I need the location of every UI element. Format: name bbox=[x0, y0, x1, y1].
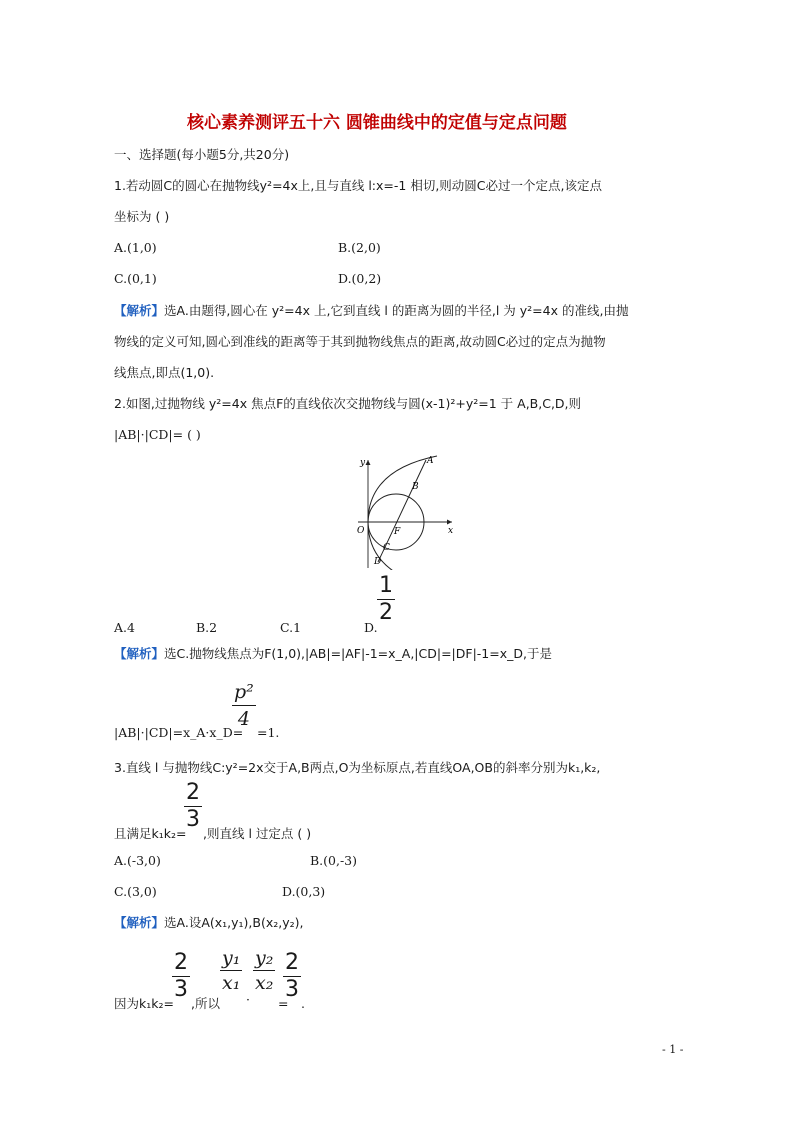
fraction-denominator: 3 bbox=[186, 807, 200, 832]
y-axis-arrow bbox=[366, 460, 371, 465]
q3-stem-line1: 3.直线 l 与抛物线C:y²=2x交于A,B两点,O为坐标原点,若直线OA,OB的斜率分别为k₁,k₂, bbox=[114, 760, 601, 775]
label-c: C bbox=[383, 543, 390, 553]
fraction-denominator: x₁ bbox=[222, 972, 241, 994]
label-a: A bbox=[427, 456, 434, 466]
fraction-denominator: x₂ bbox=[255, 972, 274, 994]
fraction-denominator: 2 bbox=[379, 600, 393, 625]
q1-option-d: D.(0,2) bbox=[338, 271, 382, 286]
q1-option-b: B.(2,0) bbox=[338, 240, 381, 255]
solution-tag: 【解析】 bbox=[114, 915, 165, 930]
q3-solution-mid: ,所以 bbox=[191, 996, 220, 1011]
q3-stem-line2-pre: 且满足k₁k₂= bbox=[114, 826, 187, 841]
q3-solution-fraction-1 bbox=[172, 950, 190, 1003]
q2-option-c: C.1 bbox=[280, 620, 302, 635]
q1-stem-line2: 坐标为 ( ) bbox=[114, 209, 170, 224]
fraction-denominator: 3 bbox=[285, 977, 299, 1002]
q3-option-d: D.(0,3) bbox=[282, 884, 326, 899]
q1-option-a: A.(1,0) bbox=[114, 240, 157, 255]
q3-option-a: A.(-3,0) bbox=[114, 853, 161, 868]
q1-solution-text1: 选A.由题得,圆心在 y²=4x 上,它到直线 l 的距离为圆的半径,l 为 y²=4x 的准线,由抛 bbox=[164, 303, 629, 318]
q1-solution-line3: 线焦点,即点(1,0). bbox=[114, 365, 215, 380]
page-title: 核心素养测评五十六 圆锥曲线中的定值与定点问题 bbox=[187, 113, 567, 133]
label-d: D bbox=[374, 557, 382, 567]
label-f: F bbox=[394, 527, 401, 537]
q2-option-d: D. bbox=[364, 620, 378, 635]
q3-solution-eq: = bbox=[278, 996, 289, 1011]
q1-solution-line1 bbox=[114, 303, 628, 319]
q2-solution-line2-pre: |AB|·|CD|=x_A·x_D= bbox=[114, 725, 244, 740]
fraction-denominator: 3 bbox=[174, 977, 188, 1002]
fraction-numerator: 2 bbox=[285, 950, 299, 975]
fraction-numerator: 1 bbox=[379, 573, 393, 598]
x-axis-arrow bbox=[447, 520, 452, 525]
label-o: O bbox=[357, 526, 365, 536]
fraction-numerator: 2 bbox=[186, 780, 200, 805]
parabola-circle-figure bbox=[340, 450, 465, 570]
fraction-numerator: y₁ bbox=[222, 947, 241, 969]
q2-stem-line1: 2.如图,过抛物线 y²=4x 焦点F的直线依次交抛物线与圆(x-1)²+y²=1 于 A,B,C,D,则 bbox=[114, 396, 582, 411]
q3-solution-line2-pre: 因为k₁k₂= bbox=[114, 996, 174, 1011]
q3-solution-fraction-2 bbox=[220, 946, 242, 995]
q3-stem-line2-post: ,则直线 l 过定点 ( ) bbox=[203, 826, 312, 841]
label-x: x bbox=[448, 526, 454, 536]
label-y: y bbox=[360, 458, 366, 468]
parabola-curve bbox=[368, 456, 437, 570]
q3-option-b: B.(0,-3) bbox=[310, 853, 358, 868]
q1-option-c: C.(0,1) bbox=[114, 271, 157, 286]
q3-solution-line1 bbox=[114, 915, 303, 931]
q3-option-c: C.(3,0) bbox=[114, 884, 157, 899]
q3-solution-fraction-3 bbox=[253, 946, 275, 995]
q2-stem-line2: |AB|·|CD|= ( ) bbox=[114, 427, 201, 442]
fraction-numerator: p² bbox=[232, 679, 256, 706]
q3-solution-end: . bbox=[301, 996, 305, 1011]
fraction-numerator: y₂ bbox=[255, 947, 274, 969]
section-heading: 一、选择题(每小题5分,共20分) bbox=[114, 147, 290, 162]
q3-stem-fraction bbox=[184, 780, 202, 833]
q2-option-d-fraction bbox=[377, 573, 395, 626]
q3-solution-text1: 选A.设A(x₁,y₁),B(x₂,y₂), bbox=[164, 915, 304, 930]
q1-stem-line1: 1.若动圆C的圆心在抛物线y²=4x上,且与直线 l:x=-1 相切,则动圆C必过一个定点,该定点 bbox=[114, 178, 603, 193]
fraction-denominator: 4 bbox=[237, 708, 250, 730]
q2-solution-line1 bbox=[114, 646, 552, 662]
q2-option-a: A.4 bbox=[114, 620, 135, 635]
page-number: - 1 - bbox=[662, 1043, 684, 1056]
solution-tag: 【解析】 bbox=[114, 646, 165, 661]
label-b: B bbox=[412, 482, 419, 492]
q3-solution-dot: · bbox=[246, 992, 250, 1007]
q2-solution-line2-post: =1. bbox=[257, 725, 280, 740]
q2-option-b: B.2 bbox=[196, 620, 218, 635]
q1-solution-line2: 物线的定义可知,圆心到准线的距离等于其到抛物线焦点的距离,故动圆C必过的定点为抛物 bbox=[114, 334, 606, 349]
solution-tag: 【解析】 bbox=[114, 303, 165, 318]
q3-solution-fraction-4 bbox=[283, 950, 301, 1003]
q2-solution-fraction bbox=[232, 679, 256, 732]
fraction-numerator: 2 bbox=[174, 950, 188, 975]
q2-solution-text1: 选C.抛物线焦点为F(1,0),|AB|=|AF|-1=x_A,|CD|=|DF|-1=x_D,于是 bbox=[164, 646, 552, 661]
